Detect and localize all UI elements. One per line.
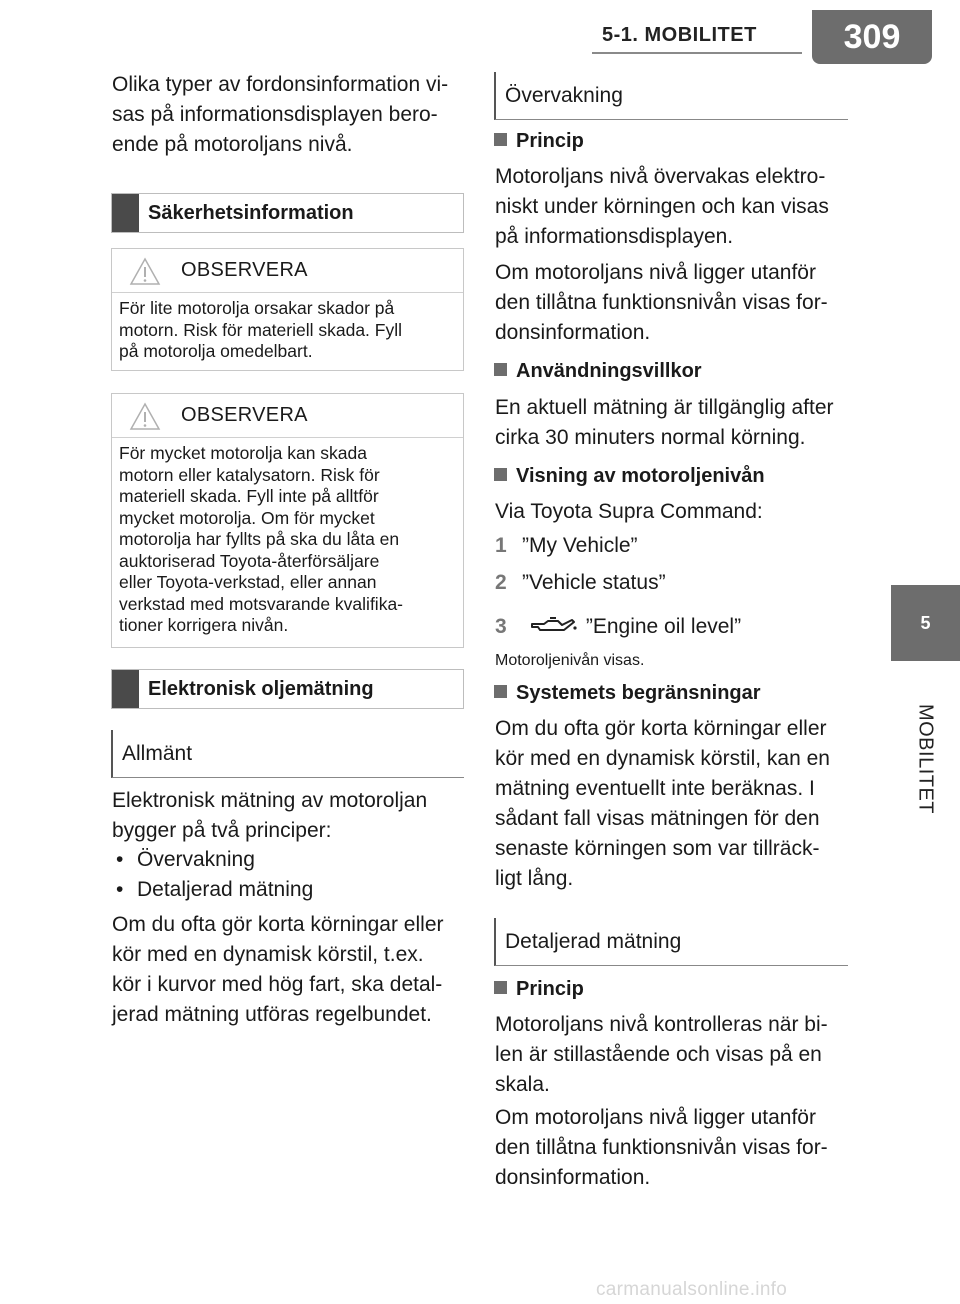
text-line: donsinformation.	[495, 321, 651, 344]
intro-line: sas på informationsdisplayen bero-	[112, 103, 438, 126]
notice-line: på motorolja omedelbart.	[119, 341, 313, 361]
subheading-text: Allmänt	[122, 742, 193, 765]
limits-paragraph	[495, 714, 830, 894]
step-number: 2	[495, 571, 507, 594]
text-line: Elektronisk mätning av motoroljan	[112, 789, 428, 812]
heading-text: Användningsvillkor	[516, 360, 702, 382]
intro-line: ende på motoroljans nivå.	[112, 133, 353, 156]
square-bullet-icon	[494, 133, 507, 146]
oil-can-icon	[528, 614, 580, 636]
notice-line: mycket motorolja. Om för mycket	[119, 507, 375, 528]
display-intro: Via Toyota Supra Command:	[495, 500, 763, 523]
notice-line: motorn eller katalysatorn. Risk för	[119, 464, 380, 485]
conditions-paragraph	[495, 393, 834, 453]
text-line: kör i kurvor med hög fart, ska detal-	[112, 973, 443, 996]
heading-text: Princip	[516, 130, 584, 152]
text-line: jerad mätning utföras regelbundet.	[112, 1003, 432, 1026]
warning-triangle-icon	[129, 257, 161, 286]
bullet-icon: •	[116, 878, 124, 901]
chapter-tab-number: 5	[891, 585, 960, 661]
header-divider	[592, 52, 802, 54]
intro-line: Olika typer av fordonsinformation vi-	[112, 73, 449, 96]
conditions-heading	[494, 360, 702, 383]
notice-line: verkstad med motsvarande kvalifika-	[119, 593, 403, 614]
step-text: ”Vehicle status”	[522, 571, 666, 594]
display-note: Motoroljenivån visas.	[495, 652, 645, 669]
closing-paragraph	[112, 910, 444, 1030]
text-line: den tillåtna funktionsnivån visas for-	[495, 1136, 828, 1159]
principle-1-paragraph-b	[495, 258, 828, 348]
intro-paragraph	[112, 70, 448, 160]
list-item	[112, 845, 313, 875]
text-line: Motoroljans nivå kontrolleras när bi-	[495, 1013, 828, 1036]
text-line: donsinformation.	[495, 1166, 651, 1189]
text-line: len är stillastående och visas på en	[495, 1043, 822, 1066]
text-line: senaste körningen som var tillräck-	[495, 837, 820, 860]
subheading-monitoring	[494, 72, 848, 120]
notice-label: OBSERVERA	[181, 259, 308, 281]
step-text: ”My Vehicle”	[522, 534, 638, 557]
principle-1-paragraph-a	[495, 162, 829, 252]
subheading-text: Övervakning	[505, 84, 623, 107]
notice-line: materiell skada. Fyll inte på alltför	[119, 486, 379, 506]
text-line: mätning eventuellt inte beräknas. I	[495, 777, 815, 800]
list-item	[112, 875, 313, 905]
principle-2-paragraph-b	[495, 1103, 828, 1193]
text-line: bygger på två principer:	[112, 819, 332, 842]
bullet-list	[112, 845, 313, 905]
heading-block	[112, 670, 139, 708]
section-heading-electronic	[111, 669, 464, 709]
text-line: sådant fall visas mätningen för den	[495, 807, 820, 830]
text-line: niskt under körningen och kan visas	[495, 195, 829, 218]
principle-heading-2	[494, 978, 584, 1001]
heading-text: Visning av motoroljenivån	[516, 465, 765, 487]
subheading-text: Detaljerad mätning	[505, 930, 682, 953]
section-title: 5-1. MOBILITET	[602, 24, 757, 46]
square-bullet-icon	[494, 363, 507, 376]
text-line: ligt lång.	[495, 867, 574, 890]
heading-text: Princip	[516, 978, 584, 1000]
text-line: Om du ofta gör korta körningar eller	[495, 717, 827, 740]
notice-box-2	[111, 393, 464, 648]
text-line: skala.	[495, 1073, 550, 1096]
subheading-general	[111, 730, 464, 778]
notice-line: eller Toyota-verkstad, eller annan	[119, 572, 377, 592]
notice-body	[112, 438, 463, 647]
display-heading	[494, 465, 765, 488]
principle-2-paragraph-a	[495, 1010, 828, 1100]
heading-text: Elektronisk oljemätning	[148, 678, 374, 700]
square-bullet-icon	[494, 981, 507, 994]
step-3	[495, 614, 741, 639]
step-1	[495, 534, 638, 558]
step-number: 3	[495, 615, 507, 638]
footer-watermark: carmanualsonline.info	[596, 1279, 788, 1300]
text-line: cirka 30 minuters normal körning.	[495, 426, 806, 449]
list-item-text: Detaljerad mätning	[137, 878, 314, 901]
text-line: på informationsdisplayen.	[495, 225, 734, 248]
notice-body	[112, 293, 463, 373]
text-line: Motoroljans nivå övervakas elektro-	[495, 165, 826, 188]
step-number: 1	[495, 534, 507, 557]
notice-line: tioner korrigera nivån.	[119, 615, 289, 635]
notice-line: auktoriserad Toyota-återförsäljare	[119, 550, 380, 571]
text-line: Om motoroljans nivå ligger utanför	[495, 1106, 816, 1129]
section-heading-safety	[111, 193, 464, 233]
heading-text: Systemets begränsningar	[516, 682, 761, 704]
text-line: Om motoroljans nivå ligger utanför	[495, 261, 816, 284]
notice-label: OBSERVERA	[181, 404, 308, 426]
heading-text: Säkerhetsinformation	[148, 202, 354, 224]
chapter-label-text: MOBILITET	[914, 703, 937, 815]
bullet-icon: •	[116, 848, 124, 871]
page-header	[0, 0, 960, 68]
text-line: En aktuell mätning är tillgänglig after	[495, 396, 834, 419]
notice-line: För lite motorolja orsakar skador på	[119, 298, 395, 318]
general-paragraph	[112, 786, 427, 846]
notice-header	[112, 394, 463, 438]
notice-line: För mycket motorolja kan skada	[119, 443, 368, 463]
notice-box-1	[111, 248, 464, 371]
notice-line: motorn. Risk för materiell skada. Fyll	[119, 319, 402, 340]
square-bullet-icon	[494, 468, 507, 481]
list-item-text: Övervakning	[137, 848, 255, 871]
step-text: ”Engine oil level”	[585, 615, 742, 638]
warning-triangle-icon	[129, 402, 161, 431]
page-number: 309	[812, 10, 932, 64]
text-line: Om du ofta gör korta körningar eller	[112, 913, 444, 936]
text-line: den tillåtna funktionsnivån visas for-	[495, 291, 828, 314]
text-line: kör med en dynamisk körstil, kan en	[495, 747, 830, 770]
square-bullet-icon	[494, 685, 507, 698]
heading-block	[112, 194, 139, 232]
text-line: kör med en dynamisk körstil, t.ex.	[112, 943, 424, 966]
step-2	[495, 571, 666, 595]
limits-heading	[494, 682, 761, 705]
notice-header	[112, 249, 463, 293]
notice-line: motorolja har fyllts på ska du låta en	[119, 529, 400, 549]
chapter-tab-label	[891, 661, 960, 857]
subheading-detailed	[494, 918, 848, 966]
principle-heading-1	[494, 130, 584, 153]
